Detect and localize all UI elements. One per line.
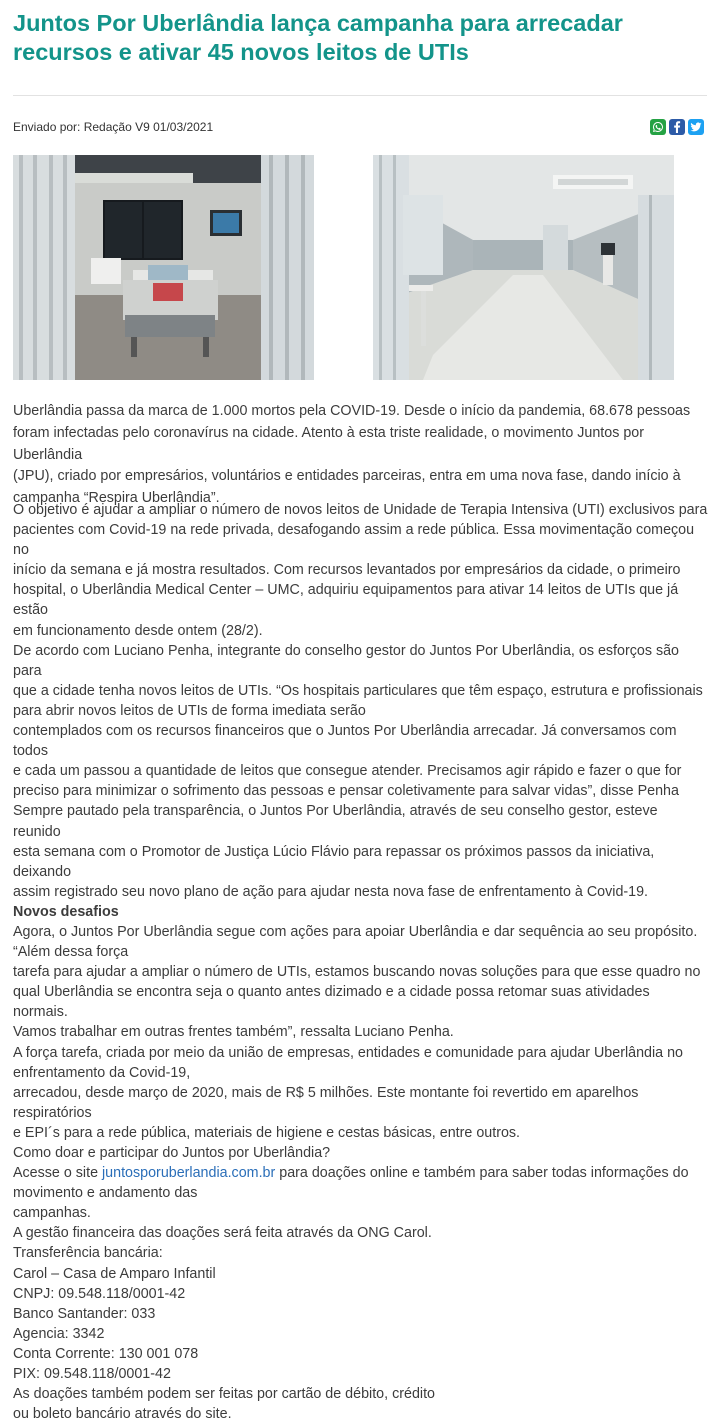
- site-line: [13, 1163, 708, 1183]
- body-line: Carol – Casa de Amparo Infantil: [13, 1265, 216, 1282]
- body-line: arrecadou, desde março de 2020, mais de R$ 5 milhões. Este montante foi revertido em aparelhos respiratórios: [13, 1084, 639, 1121]
- whatsapp-icon[interactable]: [650, 119, 666, 135]
- facebook-icon[interactable]: [669, 119, 685, 135]
- body-line: O objetivo é ajudar a ampliar o número de novos leitos de Unidade de Terapia Intensiva (UTI) exclusivos para: [13, 502, 708, 518]
- body-line: hospital, o Uberlândia Medical Center – UMC, adquiriu equipamentos para ativar 14 leitos de UTIs que já estão: [13, 582, 679, 619]
- body-line: As doações também podem ser feitas por cartão de débito, crédito: [13, 1386, 435, 1403]
- lead-line: foram infectadas pelo coronavírus na cidade. Atento à esta triste realidade, o movimento Juntos por Uberlândia: [13, 424, 645, 463]
- body-line: A gestão financeira das doações será feita através da ONG Carol.: [13, 1225, 432, 1242]
- body-line: que a cidade tenha novos leitos de UTIs. “Os hospitais particulares que têm espaço, estrutura e profissionais: [13, 682, 703, 699]
- body-line: esta semana com o Promotor de Justiça Lúcio Flávio para repassar os próximos passos da iniciativa, deixando: [13, 843, 655, 880]
- body-line: Agencia: 3342: [13, 1325, 105, 1342]
- title-divider: [13, 95, 707, 96]
- body-line: enfrentamento da Covid-19,: [13, 1064, 191, 1081]
- body-line: “Além dessa força: [13, 944, 129, 961]
- body-line: Agora, o Juntos Por Uberlândia segue com ações para apoiar Uberlândia e dar sequência ao seu propósito.: [13, 923, 698, 940]
- lead-line: Uberlândia passa da marca de 1.000 mortos pela COVID-19. Desde o início da pandemia, 68.678 pessoas: [13, 403, 691, 419]
- share-buttons: [650, 119, 704, 135]
- body-line: Transferência bancária:: [13, 1245, 163, 1262]
- body-line: CNPJ: 09.548.118/0001-42: [13, 1285, 186, 1302]
- body-line: Como doar e participar do Juntos por Uberlândia?: [13, 1145, 331, 1161]
- body-line: contemplados com os recursos financeiros que o Juntos Por Uberlândia arrecadar. Já conversamos com todos: [13, 723, 677, 760]
- body-line: De acordo com Luciano Penha, integrante do conselho gestor do Juntos Por Uberlândia, os esforços são para: [13, 642, 680, 679]
- body-line: movimento e andamento das: [13, 1185, 198, 1202]
- body-line: ou boleto bancário através do site.: [13, 1406, 232, 1423]
- icu-room-photo: [13, 155, 314, 380]
- body-line: e cada um passou a quantidade de leitos que consegue atender. Precisamos agir rápido e fazer o que for: [13, 763, 682, 780]
- body-line: Conta Corrente: 130 001 078: [13, 1345, 199, 1362]
- body-line: início da semana e já mostra resultados. Com recursos levantados por empresários da cidade, o primeiro: [13, 562, 681, 579]
- body-line: preciso para minimizar o sofrimento das pessoas e pensar coletivamente para salvar vidas”, disse Penha: [13, 783, 679, 800]
- body-line: PIX: 09.548.118/0001-42: [13, 1366, 171, 1383]
- article-byline: Enviado por: Redação V9 01/03/2021: [13, 120, 214, 134]
- body-line: assim registrado seu novo plano de ação para ajudar nesta nova fase de enfrentamento à Covid-19.: [13, 883, 649, 900]
- body-line: Banco Santander: 033: [13, 1305, 156, 1322]
- site-line-before: Acesse o site: [13, 1165, 102, 1182]
- site-link[interactable]: juntosporuberlandia.com.br: [102, 1165, 276, 1182]
- body-line: pacientes com Covid-19 na rede privada, desafogando assim a rede pública. Essa movimentação começou no: [13, 522, 695, 559]
- body-line: em funcionamento desde ontem (28/2).: [13, 622, 263, 639]
- article-lead-paragraph: [13, 401, 708, 510]
- twitter-icon[interactable]: [688, 119, 704, 135]
- body-line: para abrir novos leitos de UTIs de forma imediata serão: [13, 702, 366, 719]
- lead-line: (JPU), criado por empresários, voluntários e entidades parceiras, entra em uma nova fase, dando início à: [13, 468, 681, 485]
- lead-line: campanha “Respira Uberlândia”.: [13, 490, 220, 507]
- body-line: A força tarefa, criada por meio da união de empresas, entidades e comunidade para ajudar Uberlândia no: [13, 1044, 683, 1061]
- body-line: e EPI´s para a rede pública, materiais de higiene e cestas básicas, entre outros.: [13, 1124, 521, 1141]
- site-line-after: para doações online e também para saber todas informações do: [275, 1165, 689, 1182]
- section-subheading: Novos desafios: [13, 903, 119, 920]
- body-line: Sempre pautado pela transparência, o Juntos Por Uberlândia, através de seu conselho gestor, esteve reunido: [13, 803, 658, 840]
- body-line: tarefa para ajudar a ampliar o número de UTIs, estamos buscando novas soluções para que esse quadro no: [13, 964, 701, 981]
- article-title: Juntos Por Uberlândia lança campanha para arrecadar recursos e ativar 45 novos leitos de UTIs: [13, 10, 623, 65]
- body-line: qual Uberlândia se encontra seja o quanto antes dizimado e a cidade possa retomar suas atividades normais.: [13, 984, 650, 1021]
- article-body: [13, 500, 708, 1424]
- icu-ward-photo: [373, 155, 674, 380]
- body-line: campanhas.: [13, 1205, 91, 1222]
- body-line: Vamos trabalhar em outras frentes também”, ressalta Luciano Penha.: [13, 1024, 454, 1041]
